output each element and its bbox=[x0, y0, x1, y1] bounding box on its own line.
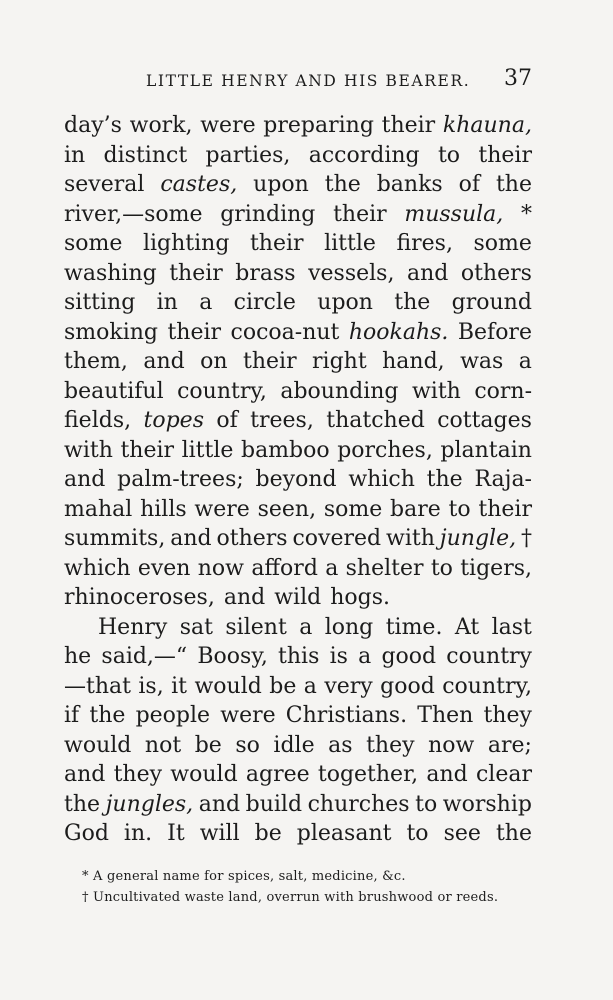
word: tigers, bbox=[460, 555, 532, 581]
word: others bbox=[216, 526, 288, 551]
word: hogs. bbox=[330, 585, 390, 610]
word: smoking bbox=[64, 319, 159, 345]
word: the bbox=[394, 290, 431, 315]
word: be bbox=[194, 732, 222, 758]
word: summits, bbox=[64, 526, 166, 551]
word: Then bbox=[417, 703, 474, 728]
word: brass bbox=[235, 260, 296, 286]
word: It bbox=[167, 821, 185, 846]
footnote-jungle: † Uncultivated waste land, overrun with brushwood or reeds. bbox=[82, 890, 499, 905]
word: to bbox=[448, 496, 471, 522]
word: little bbox=[181, 437, 234, 463]
text-line bbox=[64, 465, 532, 495]
word: churches bbox=[307, 791, 410, 817]
word: † bbox=[520, 526, 532, 551]
word: plantain bbox=[440, 437, 532, 463]
word: beautiful bbox=[64, 378, 164, 404]
text-line bbox=[64, 819, 532, 849]
word: of bbox=[216, 408, 238, 433]
word: country bbox=[446, 644, 532, 669]
word: seen, bbox=[257, 496, 317, 522]
word: sitting bbox=[64, 290, 136, 315]
word: silent bbox=[225, 614, 287, 640]
word: Boosy, bbox=[197, 644, 268, 669]
footnotes bbox=[82, 866, 532, 908]
word: country, bbox=[177, 378, 267, 404]
word: they bbox=[113, 762, 163, 787]
italic-word: khauna, bbox=[442, 113, 532, 138]
text-line bbox=[64, 200, 532, 230]
word: distinct bbox=[103, 142, 188, 168]
word: Raja- bbox=[474, 467, 532, 492]
footnote-spices: * A general name for spices, salt, medicine, &c. bbox=[82, 869, 406, 884]
text-line bbox=[64, 436, 532, 466]
word: which bbox=[348, 467, 415, 492]
text-line bbox=[64, 642, 532, 672]
word: if bbox=[64, 703, 80, 728]
word: hills bbox=[140, 496, 187, 522]
text-line bbox=[64, 524, 532, 554]
word: were bbox=[200, 113, 256, 138]
word: they bbox=[366, 732, 415, 758]
word: which bbox=[64, 555, 131, 581]
word: bamboo bbox=[240, 437, 330, 463]
text-line bbox=[64, 613, 532, 643]
word: God bbox=[64, 821, 109, 846]
page-header bbox=[146, 66, 532, 94]
word: their bbox=[120, 437, 175, 463]
text-line bbox=[64, 672, 532, 702]
word: very bbox=[324, 673, 373, 699]
word: with bbox=[411, 378, 461, 404]
word: At bbox=[454, 614, 480, 640]
word: their bbox=[169, 260, 223, 286]
word: it bbox=[171, 673, 188, 699]
word: a bbox=[325, 555, 339, 581]
italic-word: mussula, bbox=[404, 201, 504, 227]
word: their bbox=[381, 113, 436, 138]
word: a bbox=[299, 614, 313, 640]
word: last bbox=[491, 614, 532, 640]
text-line bbox=[64, 229, 532, 259]
word: their bbox=[249, 231, 304, 256]
word: and bbox=[64, 467, 106, 492]
word: were bbox=[220, 703, 276, 728]
word: this bbox=[278, 644, 320, 669]
word: the bbox=[495, 821, 532, 846]
word: their bbox=[478, 142, 532, 168]
word: in bbox=[156, 290, 178, 315]
text-line bbox=[64, 790, 532, 820]
text-line bbox=[64, 583, 532, 613]
word: not bbox=[144, 732, 182, 758]
word: parties, bbox=[205, 142, 291, 168]
italic-word: jungles, bbox=[105, 791, 194, 817]
text-line bbox=[64, 406, 532, 436]
word: on bbox=[200, 349, 228, 374]
word: afford bbox=[251, 555, 318, 581]
word: others bbox=[460, 260, 532, 286]
italic-word: jungle, bbox=[439, 526, 517, 551]
word: and bbox=[143, 349, 185, 374]
word: them, bbox=[64, 349, 128, 374]
word: a bbox=[199, 290, 213, 315]
word: according bbox=[308, 142, 420, 168]
text-line bbox=[64, 554, 532, 584]
word: the bbox=[324, 172, 361, 197]
word: was bbox=[460, 349, 504, 374]
word: said,—“ bbox=[101, 644, 188, 669]
word: their bbox=[478, 496, 532, 522]
word: the bbox=[64, 791, 101, 817]
word: worship bbox=[442, 791, 532, 817]
word: vessels, bbox=[308, 260, 395, 286]
word: a bbox=[518, 349, 532, 374]
word: * bbox=[520, 201, 532, 227]
word: and bbox=[406, 260, 449, 286]
body-text bbox=[64, 111, 532, 849]
word: and bbox=[170, 526, 212, 551]
word: some bbox=[323, 496, 383, 522]
word: hand, bbox=[382, 349, 445, 374]
word: see bbox=[443, 821, 481, 846]
word: wild bbox=[274, 585, 322, 610]
text-line bbox=[64, 347, 532, 377]
word: cottages bbox=[437, 408, 532, 433]
word: to bbox=[415, 791, 438, 817]
text-line bbox=[64, 170, 532, 200]
word: is, bbox=[138, 673, 164, 699]
word: in. bbox=[123, 821, 153, 846]
word: fields, bbox=[64, 408, 132, 433]
page-number: 37 bbox=[504, 66, 532, 91]
word: to bbox=[430, 555, 453, 581]
word: —that bbox=[64, 673, 131, 699]
word: build bbox=[245, 791, 303, 817]
word: pleasant bbox=[296, 821, 392, 846]
word: thatched bbox=[326, 408, 425, 433]
word: will bbox=[199, 821, 240, 846]
word: be bbox=[254, 821, 282, 846]
word: lighting bbox=[142, 231, 230, 256]
text-line bbox=[64, 701, 532, 731]
word: their bbox=[333, 201, 387, 227]
word: with bbox=[64, 437, 113, 463]
word: trees, bbox=[250, 408, 314, 433]
word: were bbox=[194, 496, 250, 522]
italic-word: castes, bbox=[160, 172, 238, 197]
word: be bbox=[269, 673, 297, 699]
text-line bbox=[64, 377, 532, 407]
word: right bbox=[312, 349, 367, 374]
word: they bbox=[483, 703, 532, 728]
word: country, bbox=[442, 673, 532, 699]
word: together, bbox=[317, 762, 419, 787]
word: upon bbox=[317, 290, 373, 315]
word: fires, bbox=[396, 231, 453, 256]
word: work, bbox=[129, 113, 193, 138]
word: day’s bbox=[64, 113, 122, 138]
word: good bbox=[381, 644, 437, 669]
word: so bbox=[235, 732, 260, 758]
word: corn- bbox=[474, 378, 532, 404]
word: long bbox=[324, 614, 374, 640]
word: and bbox=[223, 585, 266, 610]
word: Christians. bbox=[285, 703, 408, 728]
word: and bbox=[198, 791, 241, 817]
word: would bbox=[170, 762, 238, 787]
text-line bbox=[64, 318, 532, 348]
word: ground bbox=[451, 290, 532, 315]
word: Before bbox=[457, 319, 532, 345]
word: now bbox=[428, 732, 475, 758]
word: with bbox=[386, 526, 435, 551]
word: circle bbox=[233, 290, 296, 315]
word: preparing bbox=[263, 113, 374, 138]
word: their bbox=[167, 319, 222, 345]
word: rhinoceroses, bbox=[64, 585, 215, 610]
word: bare bbox=[390, 496, 441, 522]
text-line bbox=[64, 111, 532, 141]
word: the bbox=[495, 172, 532, 197]
word: a bbox=[303, 673, 317, 699]
word: beyond bbox=[255, 467, 337, 492]
word: the bbox=[426, 467, 463, 492]
word: porches, bbox=[337, 437, 433, 463]
word: is bbox=[329, 644, 348, 669]
word: idle bbox=[273, 732, 315, 758]
word: people bbox=[135, 703, 211, 728]
word: in bbox=[64, 142, 86, 168]
word: shelter bbox=[345, 555, 424, 581]
text-line bbox=[64, 495, 532, 525]
word: covered bbox=[292, 526, 382, 551]
word: he bbox=[64, 644, 92, 669]
word: some bbox=[64, 231, 123, 256]
word: of bbox=[458, 172, 481, 197]
word: their bbox=[243, 349, 297, 374]
word: several bbox=[64, 172, 145, 197]
word: grinding bbox=[220, 201, 316, 227]
word: time. bbox=[385, 614, 443, 640]
word: as bbox=[328, 732, 353, 758]
word: a bbox=[358, 644, 372, 669]
word: upon bbox=[253, 172, 309, 197]
italic-word: hookahs. bbox=[348, 319, 449, 345]
word: and bbox=[426, 762, 468, 787]
text-line bbox=[64, 259, 532, 289]
text-line bbox=[64, 141, 532, 171]
text-line bbox=[64, 760, 532, 790]
word: mahal bbox=[64, 496, 133, 522]
word: even bbox=[137, 555, 191, 581]
word: clear bbox=[475, 762, 532, 787]
word: would bbox=[194, 673, 262, 699]
word: little bbox=[324, 231, 376, 256]
word: banks bbox=[376, 172, 443, 197]
word: the bbox=[89, 703, 126, 728]
word: good bbox=[380, 673, 435, 699]
word: now bbox=[197, 555, 245, 581]
word: some bbox=[473, 231, 532, 256]
word: to bbox=[406, 821, 429, 846]
text-line bbox=[64, 288, 532, 318]
word: Henry bbox=[98, 614, 168, 640]
word: washing bbox=[64, 260, 157, 286]
running-head: LITTLE HENRY AND HIS BEARER. bbox=[146, 72, 471, 90]
word: agree bbox=[245, 762, 310, 787]
word: and bbox=[64, 762, 106, 787]
word: abounding bbox=[280, 378, 399, 404]
word: river,—some bbox=[64, 201, 203, 227]
word: would bbox=[64, 732, 132, 758]
word: cocoa-nut bbox=[230, 319, 340, 345]
word: sat bbox=[179, 614, 213, 640]
word: palm-trees; bbox=[117, 467, 244, 492]
word: to bbox=[437, 142, 461, 168]
italic-word: topes bbox=[143, 408, 204, 433]
text-line bbox=[64, 731, 532, 761]
word: are; bbox=[487, 732, 532, 758]
